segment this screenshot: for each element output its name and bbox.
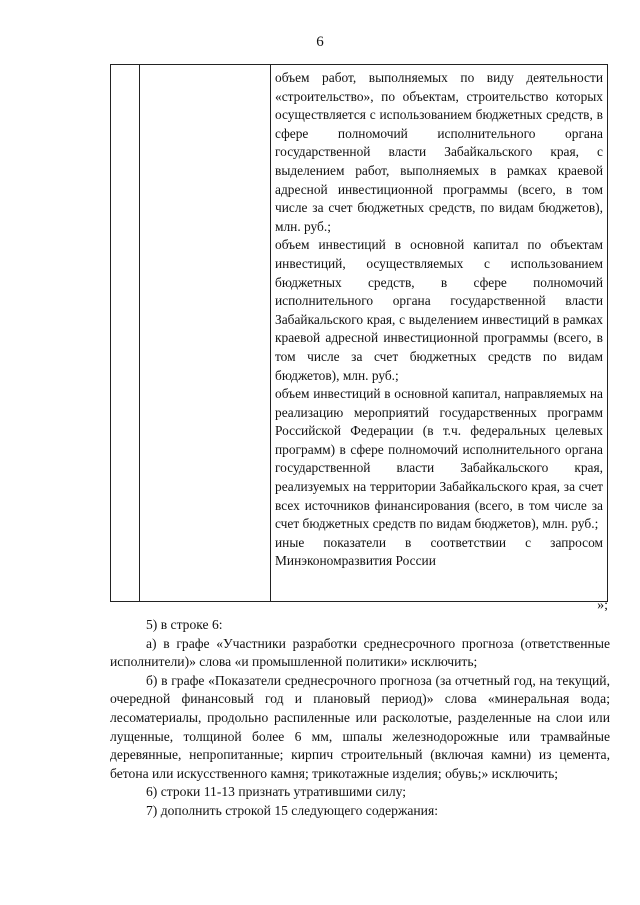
table-cell-indicators [275, 69, 603, 571]
table-column-divider [270, 65, 271, 601]
table-paragraph: объем работ, выполняемых по виду деятельности «строительство», по объектам, строительство которых осуществляется с использованием бюджетных средств, в сфере полномочий исполнительного органа государственной власти Забайкальского края, с выделением работ, выполняемых в рамках краевой адресной инвестиционной программы (всего, в том числе за счет бюджетных средств, по видам бюджетов), млн. руб.; [275, 70, 603, 234]
body-paragraph: б) в графе «Показатели среднесрочного прогноза (за отчетный год, на текущий, очередной финансовый год и плановый период)» слова «минеральная вода; лесоматериалы, продольно распиленные или расколотые, разделенные на слои или лущенные, толщиной более 6 мм, шпалы железнодорожные или трамвайные деревянные, непропитанные; кирпич строительный (включая камни) из цемента, бетона или искусственного камня; трикотажные изделия; обувь;» исключить; [110, 672, 610, 781]
body-paragraph: а) в графе «Участники разработки среднесрочного прогноза (ответственные исполнители)» слова «и промышленной политики» исключить; [110, 635, 610, 670]
table-paragraph: объем инвестиций в основной капитал, направляемых на реализацию мероприятий государственных программ Российской Федерации (в т.ч. федеральных целевых программ) в сфере полномочий исполнительного органа государственной власти Забайкальского края, реализуемых на территории Забайкальского края, за счет всех источников финансирования (всего, в том числе за счет бюджетных средств по видам бюджетов), млн. руб.; [275, 386, 603, 532]
closing-quote: »; [597, 598, 608, 613]
document-body [110, 616, 610, 821]
table-paragraph: иные показатели в соответствии с запросом Минэкономразвития России [275, 534, 603, 569]
table-column-divider [139, 65, 140, 601]
body-paragraph: 5) в строке 6: [146, 617, 223, 632]
indicators-table [110, 64, 608, 602]
body-paragraph: 7) дополнить строкой 15 следующего содержания: [146, 802, 438, 818]
page-number: 6 [316, 34, 324, 50]
table-paragraph: объем инвестиций в основной капитал по объектам инвестиций, осуществляемых с использованием бюджетных средств, в сфере полномочий исполнительного органа государственной власти Забайкальского края, с выделением инвестиций в рамках краевой адресной инвестиционной программы (всего, в том числе за счет бюджетных средств по видам бюджетов), млн. руб.; [275, 237, 603, 383]
body-paragraph: 6) строки 11-13 признать утратившими силу; [146, 784, 407, 800]
